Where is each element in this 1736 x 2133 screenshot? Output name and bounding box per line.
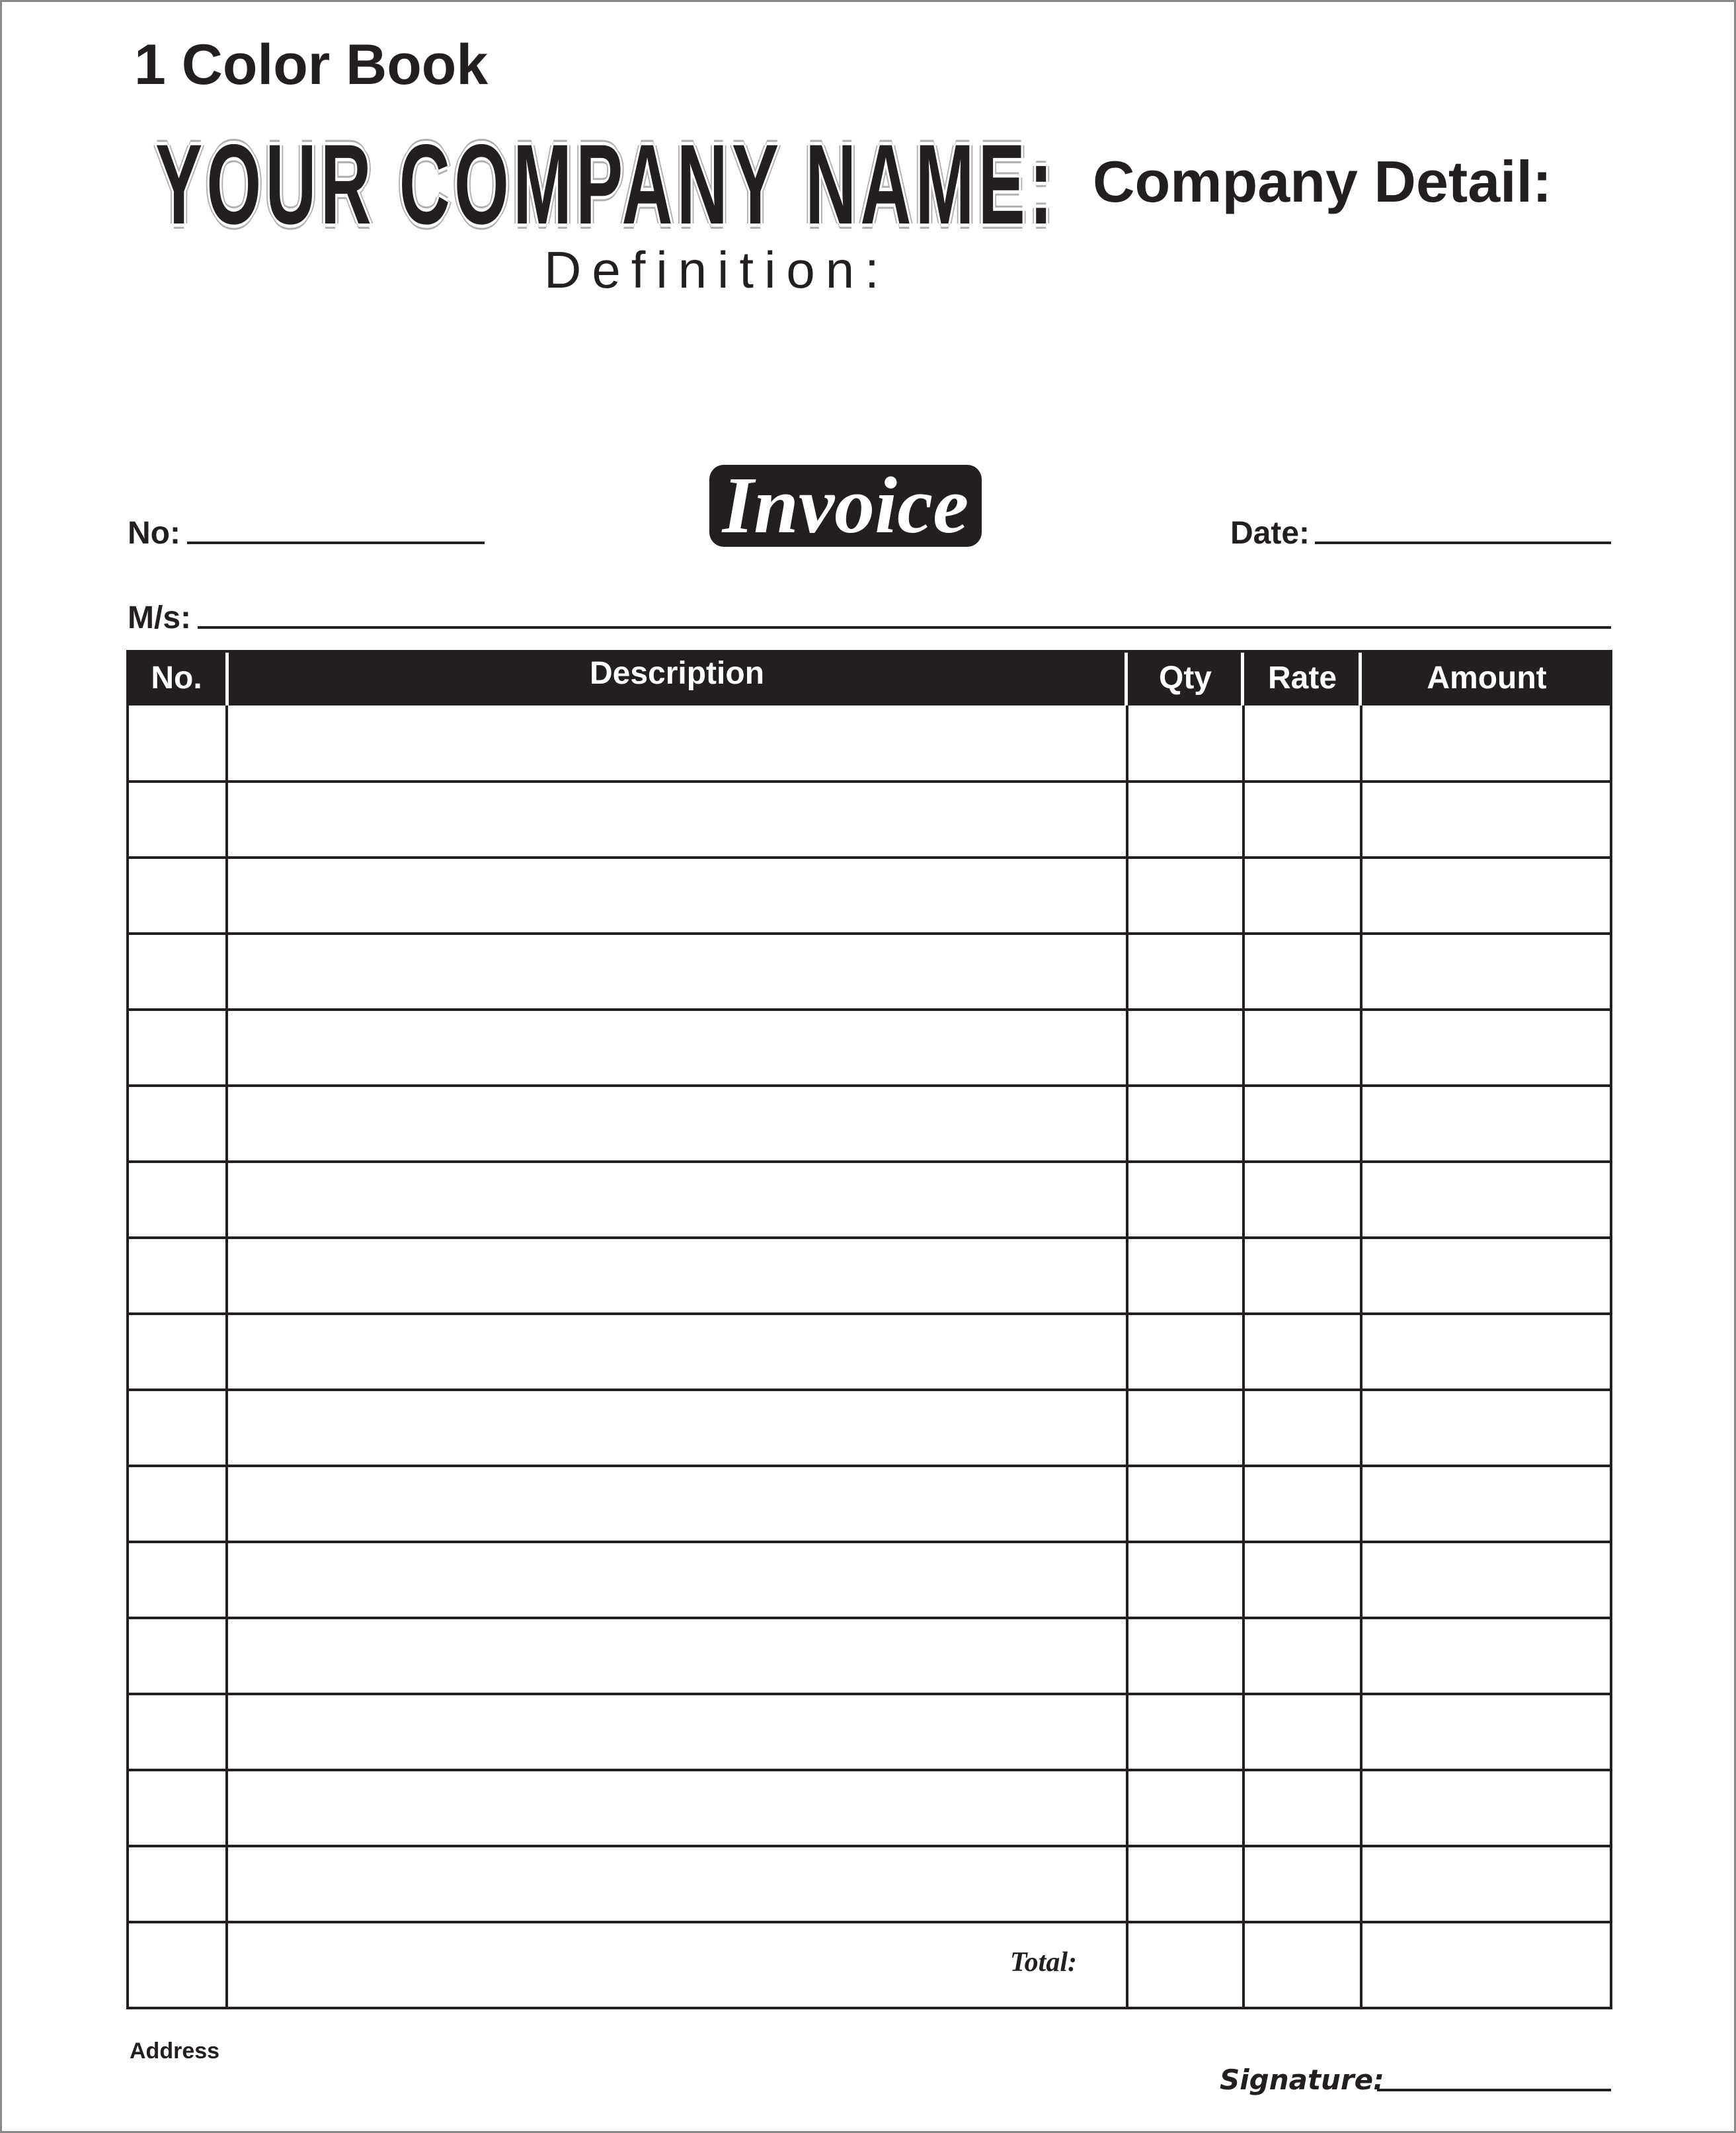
company-name-heading: YOUR COMPANY NAME: — [155, 121, 1057, 248]
items-table-header — [126, 650, 1612, 705]
table-row-divider — [129, 932, 1610, 935]
table-row-divider — [129, 1465, 1610, 1467]
table-row-divider — [129, 1388, 1610, 1391]
table-row-divider — [129, 780, 1610, 783]
table-row-divider — [129, 1617, 1610, 1619]
column-divider — [225, 705, 228, 2007]
table-row-divider — [129, 856, 1610, 859]
definition-label: Definition: — [544, 241, 890, 299]
column-header-qty: Qty — [1158, 660, 1212, 696]
table-row-divider — [129, 1769, 1610, 1771]
column-header-rate: Rate — [1267, 660, 1337, 696]
table-row-divider — [129, 1921, 1610, 1923]
column-divider — [1242, 705, 1245, 2007]
items-table-body — [126, 705, 1612, 2009]
column-divider — [1126, 705, 1128, 2007]
table-row-divider — [129, 1693, 1610, 1695]
table-row-divider — [129, 1312, 1610, 1315]
date-field[interactable] — [1315, 542, 1611, 544]
invoice-number-label: No: — [128, 516, 180, 551]
invoice-number-field[interactable] — [187, 542, 485, 544]
table-row-divider — [129, 1084, 1610, 1087]
table-row-divider — [129, 1541, 1610, 1543]
address-label: Address — [130, 2038, 220, 2064]
signature-label: Signature: — [1220, 2064, 1384, 2096]
customer-label: M/s: — [128, 600, 191, 635]
invoice-title-badge: Invoice — [709, 465, 982, 547]
column-header-description: Description — [589, 656, 765, 691]
table-row-divider — [129, 1160, 1610, 1163]
date-label: Date: — [1230, 516, 1310, 551]
signature-field[interactable] — [1377, 2089, 1611, 2091]
company-detail-heading: Company Detail: — [1093, 149, 1552, 214]
table-row-divider — [129, 1845, 1610, 1847]
total-label: Total: — [1009, 1947, 1077, 1978]
edition-label: 1 Color Book — [134, 33, 489, 97]
customer-field[interactable] — [198, 626, 1611, 629]
table-row-divider — [129, 1008, 1610, 1011]
column-header-amount: Amount — [1427, 660, 1547, 696]
table-row-divider — [129, 1236, 1610, 1239]
column-divider — [1360, 705, 1362, 2007]
column-header-no: No. — [151, 660, 202, 696]
